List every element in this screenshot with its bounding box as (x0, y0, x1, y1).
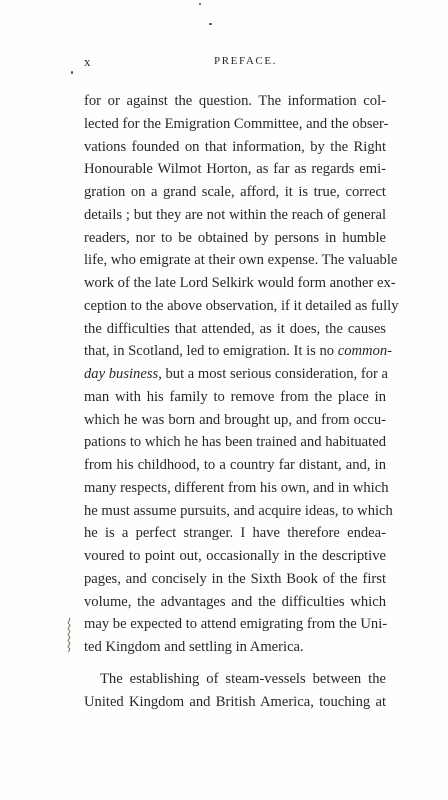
text-line: ted Kingdom and settling in America. (84, 639, 304, 655)
text-line: the difficulties that attended, as it does, the causes (84, 320, 386, 337)
text-line: life, who emigrate at their own expense. The valuable (84, 252, 398, 269)
ink-speck (209, 23, 212, 25)
margin-squiggle-mark (64, 618, 74, 652)
body-text (84, 90, 399, 713)
text-line: he is a perfect stranger. I have therefore endea- (84, 525, 386, 542)
italic-text: day business (84, 366, 159, 382)
text-line: The establishing of steam-vessels between the (100, 670, 386, 687)
text-line: for or against the question. The information col- (84, 93, 386, 109)
text-line: man with his family to remove from the place in (84, 388, 386, 405)
text-line: ception to the above observation, if it detailed as fully (84, 297, 399, 314)
text-line: he must assume pursuits, and acquire ideas, to which (84, 502, 393, 519)
italic-text: common- (337, 343, 393, 360)
text-line: vations founded on that information, by the Right (84, 138, 386, 155)
text-line: many respects, different from his own, and in which (84, 479, 389, 496)
text-line-with-italic (84, 363, 386, 386)
text-line: work of the late Lord Selkirk would form another ex- (84, 275, 396, 291)
paragraph-gap (84, 659, 386, 668)
text-line: may be expected to attend emigrating from the Uni- (84, 616, 388, 633)
text-line: details ; but they are not within the reach of general (84, 206, 386, 223)
text-line: gration on a grand scale, afford, it is true, correct (84, 184, 386, 200)
ink-speck (71, 71, 73, 74)
page-header (84, 54, 384, 70)
line-text: , but a most serious consideration, for a (158, 366, 388, 382)
text-line: which he was born and brought up, and from occu- (84, 411, 386, 428)
text-line: pages, and concisely in the Sixth Book of the first (84, 570, 386, 587)
ink-speck (199, 3, 201, 5)
text-line: Honourable Wilmot Horton, as far as regards emi- (84, 161, 386, 178)
text-line: lected for the Emigration Committee, and the obser- (84, 115, 389, 132)
text-line: voured to point out, occasionally in the descriptive (84, 548, 386, 564)
text-line: readers, nor to be obtained by persons in humble (84, 229, 386, 246)
text-line: from his childhood, to a country far distant, and, in (84, 457, 386, 473)
text-line: pations to which he has been trained and habituated (84, 434, 386, 451)
text-line-with-italic (84, 340, 393, 363)
line-text: that, in Scotland, led to emigration. It is no (84, 343, 338, 360)
text-line: volume, the advantages and the difficulties which (84, 593, 386, 610)
page-number: x (84, 54, 91, 69)
text-line: United Kingdom and British America, touching at (84, 693, 386, 710)
running-head: PREFACE. (214, 55, 278, 67)
